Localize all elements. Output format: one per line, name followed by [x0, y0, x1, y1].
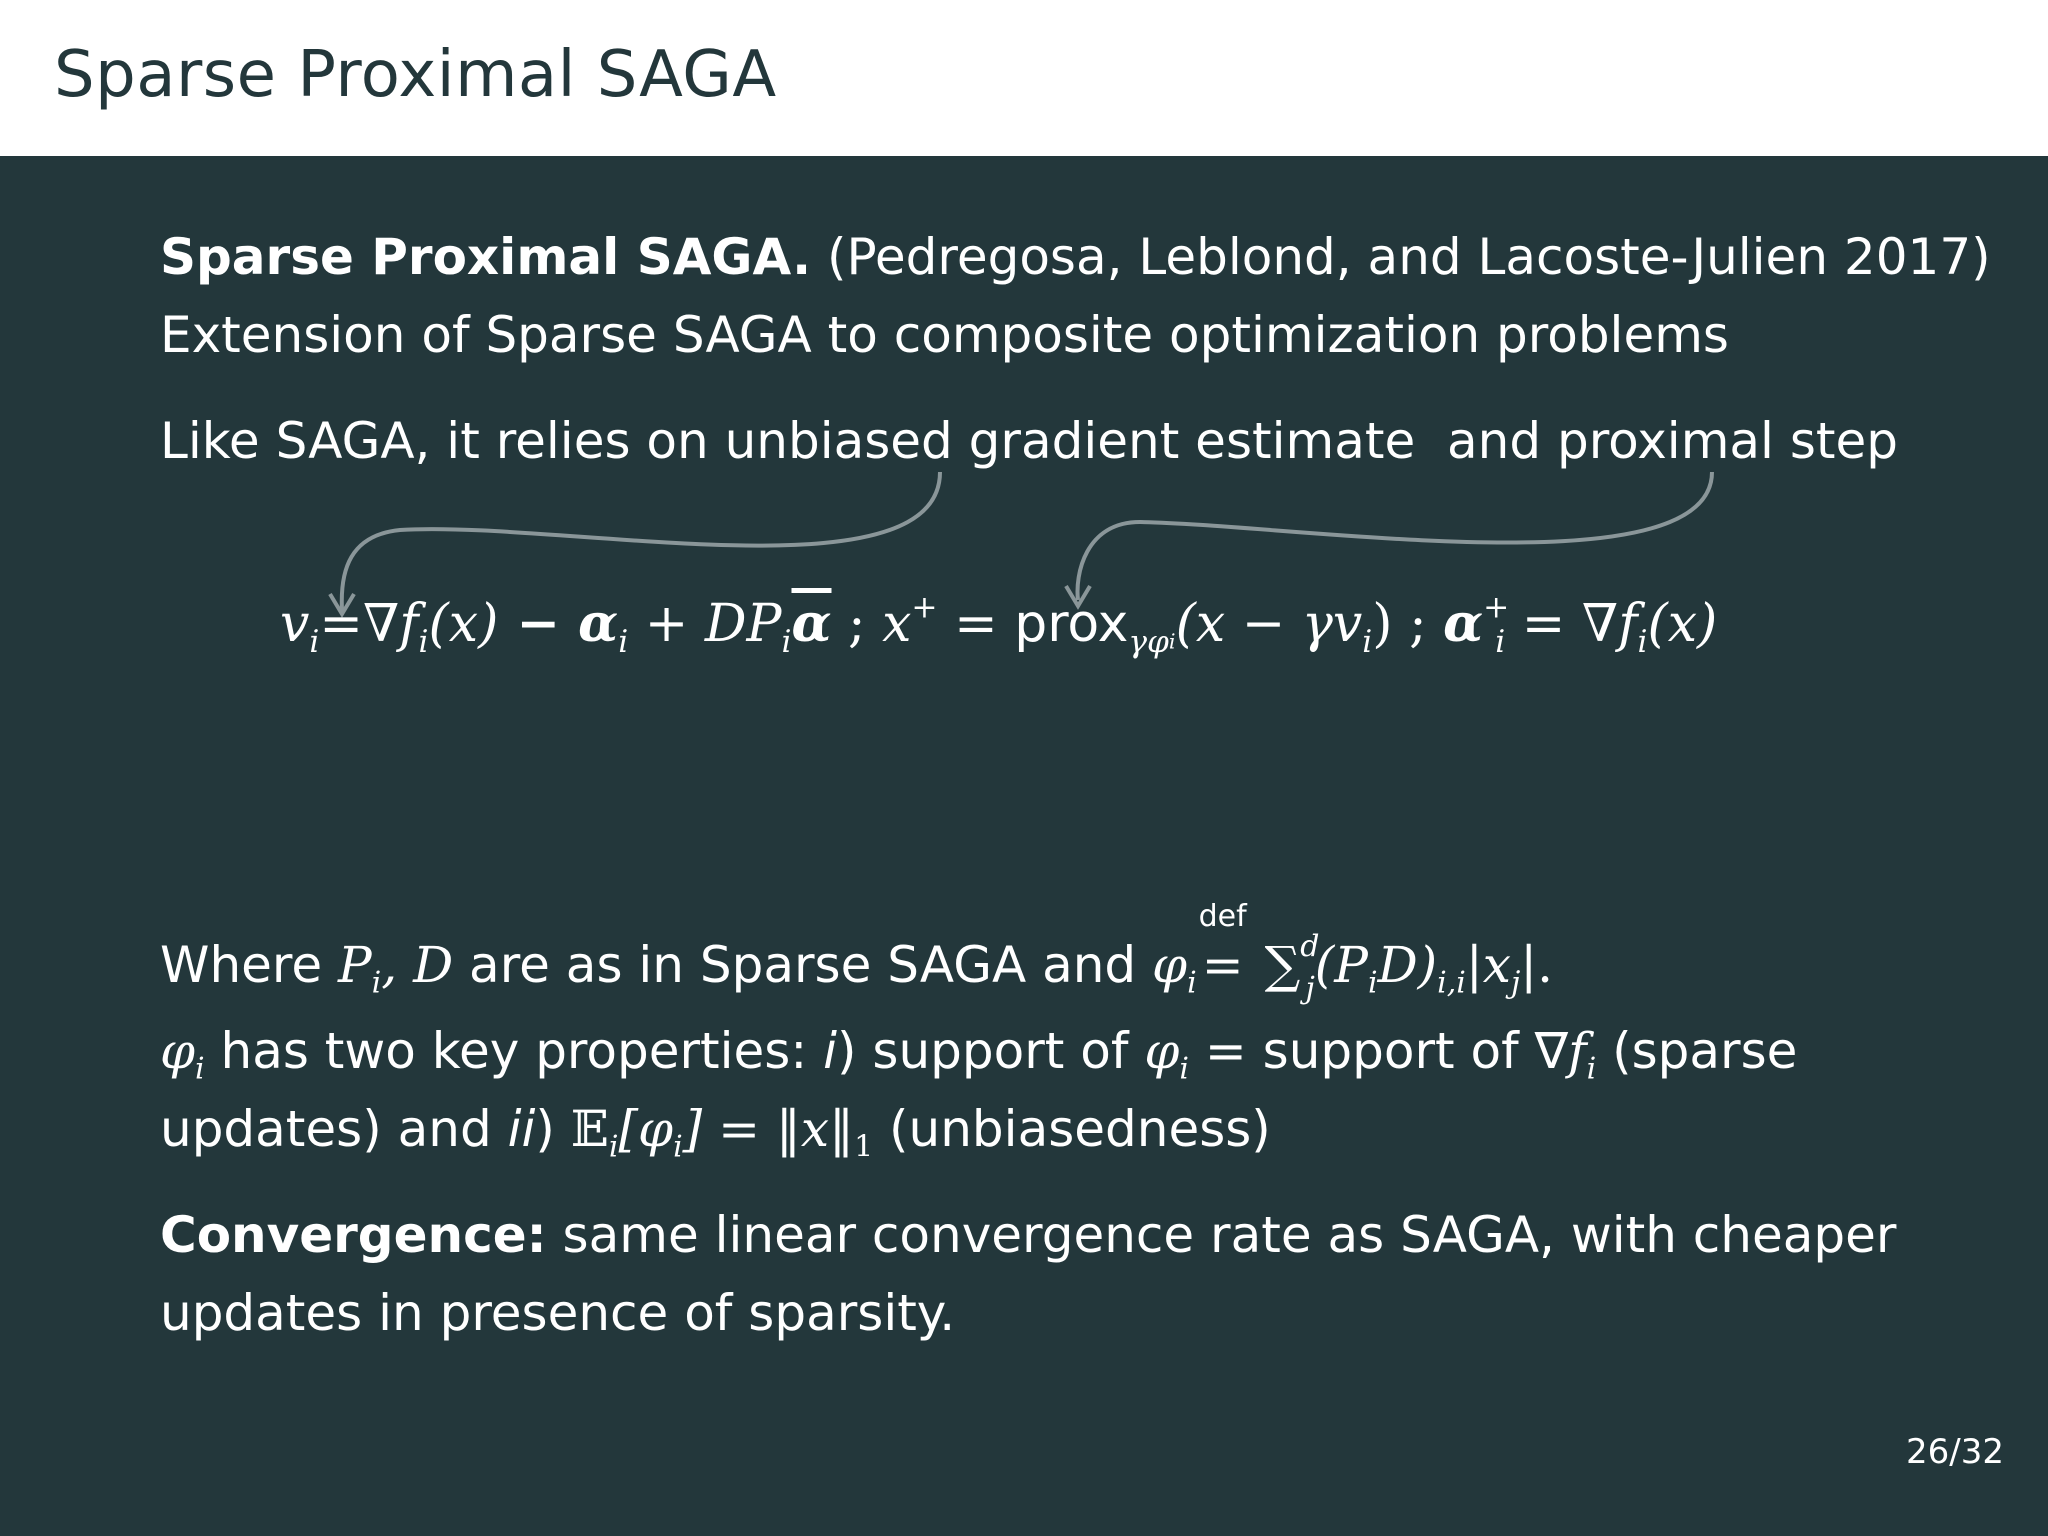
eq-semicolon: ; — [831, 594, 883, 654]
prop-expectation: 𝔼 — [570, 1100, 609, 1158]
prop-unbiased: (unbiasedness) — [873, 1100, 1271, 1158]
reliance-prefix: Like SAGA, it relies on unbiased — [160, 412, 969, 470]
prop-f: f — [1568, 1022, 1587, 1080]
where-as-in: are as in Sparse SAGA and — [453, 936, 1153, 994]
eq-prox-sub: γφ — [1128, 623, 1169, 660]
eq-f: f — [399, 594, 419, 654]
sum-upper: d — [1300, 929, 1320, 964]
prop-phi-sub: i — [195, 1051, 205, 1087]
where-phi: φ — [1152, 936, 1188, 994]
where-pd: (P — [1314, 936, 1368, 994]
where-abs-sub: j — [1510, 965, 1521, 1001]
eq-equals-nabla: =∇ — [319, 594, 400, 654]
eq-sub-i: i — [781, 623, 792, 660]
prop-paren: ) — [535, 1100, 571, 1158]
where-abs-close: |. — [1520, 936, 1554, 994]
prop-phi: φ — [160, 1022, 196, 1080]
eq-plus-dp: + DP — [628, 594, 782, 654]
convergence-text-1: same linear convergence rate as SAGA, with cheaper — [546, 1206, 1897, 1264]
prop-support-of: ) support of — [837, 1022, 1145, 1080]
prop-has-two: has two key properties: — [204, 1022, 824, 1080]
eq-sub-i: i — [1495, 623, 1506, 660]
where-abs: |x — [1465, 936, 1511, 994]
reliance-middle: and — [1415, 412, 1557, 470]
def-label: def — [1198, 899, 1247, 934]
def-equals — [1197, 899, 1249, 1004]
prop-item-2: ii — [507, 1100, 536, 1158]
eq-semicolon-2: ; — [1392, 594, 1444, 654]
where-pd-sub-i: i — [1367, 965, 1378, 1001]
eq-prox-arg: (x − γv — [1175, 594, 1363, 654]
prop-norm: ] = ‖x‖ — [682, 1100, 855, 1158]
convergence-line-2: updates in presence of sparsity. — [160, 1284, 956, 1342]
eq-minus-alpha: − α — [498, 593, 619, 654]
eq-sub-i: i — [618, 623, 629, 660]
where-word: Where — [160, 936, 339, 994]
update-equation — [280, 584, 1717, 664]
eq-prox: prox — [1014, 594, 1129, 654]
prop-eq-support: = support of ∇ — [1188, 1022, 1569, 1080]
eq-x-plus: x — [882, 594, 912, 654]
where-P: P — [338, 936, 372, 994]
page-number: 26/32 — [1906, 1432, 2004, 1472]
arrow-prox — [1078, 472, 1712, 600]
sum-symbol: ∑ — [1248, 936, 1301, 994]
prop-norm-sub: 1 — [854, 1129, 874, 1165]
prop-phi-sub-2: i — [1179, 1051, 1189, 1087]
reliance-line — [160, 402, 1898, 480]
prop-e-sub: i — [608, 1129, 619, 1165]
where-line — [160, 899, 1554, 1028]
eq-x-2: (x) — [1647, 594, 1718, 654]
citation: (Pedregosa, Leblond, and Lacoste-Julien 2017) — [826, 228, 1991, 286]
eq-prox-sub-i: i — [1168, 629, 1176, 654]
eq-sub-i: i — [1637, 623, 1648, 660]
intro-line — [160, 218, 1991, 296]
where-phi-sub: i — [1187, 965, 1197, 1001]
eq-sub-i: i — [1362, 623, 1373, 660]
prop-sparse: (sparse — [1596, 1022, 1798, 1080]
eq-alpha-bar: $\overline{\alpha}$ — [791, 593, 832, 654]
eq-equals: = — [937, 594, 1015, 654]
properties-line-1 — [160, 1012, 1797, 1090]
annot-proximal-step: proximal step — [1556, 412, 1898, 470]
prop-phi-2: φ — [1144, 1022, 1180, 1080]
where-sub-i: i — [371, 965, 382, 1001]
frame-title: Sparse Proximal SAGA — [54, 38, 777, 112]
prop-updates-and: updates) and — [160, 1100, 508, 1158]
convergence-line-1 — [160, 1196, 1896, 1274]
intro-line-2: Extension of Sparse SAGA to composite optimization problems — [160, 306, 1729, 364]
intro-bold-lead: Sparse Proximal SAGA. — [160, 228, 812, 286]
eq-alpha: α — [1443, 593, 1484, 654]
annot-gradient-estimate: gradient estimate — [968, 412, 1416, 470]
prop-bracket-sub: i — [673, 1129, 683, 1165]
eq-close-paren: ) — [1372, 594, 1393, 654]
prop-f-sub: i — [1586, 1051, 1597, 1087]
eq-alpha-sup-plus: + — [1483, 589, 1510, 626]
frame-header — [0, 0, 2048, 156]
def-equals-sign: = — [1201, 936, 1244, 994]
eq-f-2: f — [1618, 594, 1638, 654]
eq-x: (x) — [428, 594, 499, 654]
sum-lower: j — [1305, 971, 1315, 1006]
where-pd-sub: i,i — [1437, 965, 1466, 1001]
properties-line-2 — [160, 1090, 1271, 1168]
where-pd-2: D) — [1377, 936, 1438, 994]
eq-sub-i: i — [418, 623, 429, 660]
eq-sup-plus: + — [911, 589, 938, 626]
eq-v: v — [280, 594, 310, 654]
prop-bracket-open: [φ — [618, 1100, 674, 1158]
prop-item-1: i — [823, 1022, 837, 1080]
convergence-bold-lead: Convergence: — [160, 1206, 547, 1264]
eq-sub-i: i — [309, 623, 320, 660]
eq-equals-nabla-2: = ∇ — [1505, 594, 1619, 654]
where-D: , D — [381, 936, 454, 994]
